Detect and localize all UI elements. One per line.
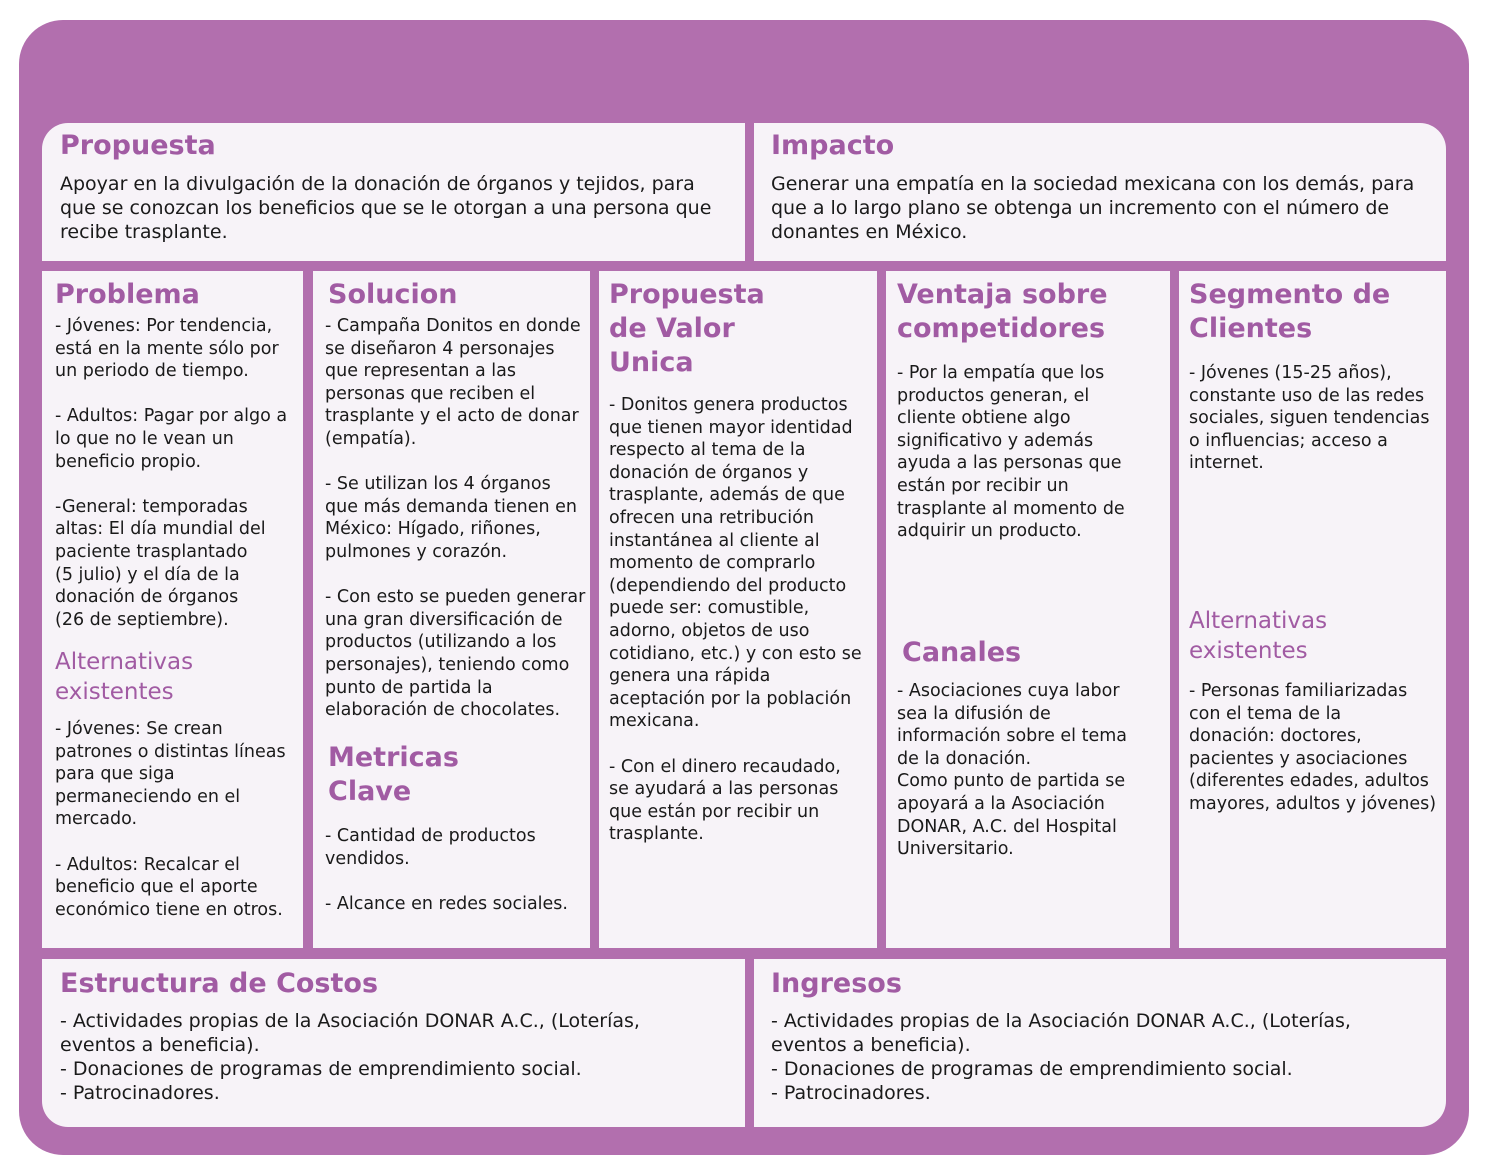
propuesta-text: Apoyar en la divulgación de la donación de órganos y tejidos, para que se conozcan los beneficios que se le otorgan a una persona que recibe trasplante. [60,173,712,243]
metricas-title: Metricas Clave [328,742,459,807]
impacto-panel [754,123,1446,261]
metricas-text: - Cantidad de productos vendidos. - Alcance en redes sociales. [325,826,568,914]
problema-text: - Jóvenes: Por tendencia, está en la mente sólo por un periodo de tiempo. - Adultos: Pagar por algo a lo que no le vean un beneficio propio. -General: temporadas altas: El día mundial del paciente trasplantado (5 julio) y el día de la donación de órganos (26 de septiembre). [55,316,288,630]
valor-text: - Donitos genera productos que tienen mayor identidad respecto al tema de la donación de órganos y trasplante, además de que ofrecen una retribución instantánea al cliente al momento de comprarlo (dependiendo del producto puede ser: comustible, adorno, objetos de uso cotidiano, etc.) y con esto se genera una rápida aceptación por la población mexicana. - Con el dinero recaudado, se ayudará a las personas que están por recibir un trasplante. [609,395,862,845]
segmento-alternativas-text: - Personas familiarizadas con el tema de la donación: doctores, pacientes y asociaciones (diferentes edades, adultos mayores, adultos y jóvenes) [1189,681,1437,814]
problema-panel [42,271,303,948]
segmento-text: - Jóvenes (15-25 años), constante uso de las redes sociales, siguen tendencias o influencias; acceso a internet. [1189,363,1430,474]
solucion-title: Solucion [328,279,458,310]
problema-alternativas-text: - Jóvenes: Se crean patrones o distintas líneas para que siga permaneciendo en el mercado. - Adultos: Recalcar el beneficio que el aporte económico tiene en otros. [55,719,286,920]
propuesta-title: Propuesta [60,130,216,161]
solucion-panel [313,271,590,948]
propuesta-panel [42,123,745,261]
valor-panel [599,271,877,948]
solucion-text: - Campaña Donitos en donde se diseñaron 4 personajes que representan a las personas que reciben el trasplante y el acto de donar (empatía). - Se utilizan los 4 órganos que más demanda tienen en México: Hígado, riñones, pulmones y corazón. - Con esto se pueden generar una gran diversificación de productos (utilizando a los personajes), teniendo como punto de partida la elaboración de chocolates. [325,316,586,721]
problema-alternativas-title: Alternativas existentes [55,649,194,705]
costos-text: - Actividades propias de la Asociación DONAR A.C., (Loterías, eventos a beneficia). - Donaciones de programas de emprendimiento social. - Patrocinadores. [60,1010,640,1104]
segmento-alternativas-title: Alternativas existentes [1189,608,1328,664]
ingresos-text: - Actividades propias de la Asociación DONAR A.C., (Loterías, eventos a beneficia). - Donaciones de programas de emprendimiento social. - Patrocinadores. [771,1010,1351,1104]
canales-text: - Asociaciones cuya labor sea la difusión de información sobre el tema de la donación. Como punto de partida se apoyará a la Asociación DONAR, A.C. del Hospital Universitario. [897,681,1127,860]
canales-title: Canales [902,637,1022,668]
ventaja-title: Ventaja sobre competidores [897,279,1108,344]
ingresos-panel [754,959,1446,1127]
problema-title: Problema [55,279,200,310]
ventaja-panel [886,271,1170,948]
segmento-title: Segmento de Clientes [1189,279,1391,344]
segmento-panel [1179,271,1446,948]
ventaja-text: - Por la empatía que los productos generan, el cliente obtiene algo significativo y además ayuda a las personas que están por recibir un trasplante al momento de adquirir un producto. [897,363,1125,542]
impacto-title: Impacto [771,130,895,161]
ingresos-title: Ingresos [771,968,902,999]
costos-title: Estructura de Costos [60,968,379,999]
costos-panel [42,959,745,1127]
impacto-text: Generar una empatía en la sociedad mexicana con los demás, para que a lo largo plano se obtenga un incremento con el número de donantes en México. [771,173,1415,243]
valor-title: Propuesta de Valor Unica [609,279,765,378]
